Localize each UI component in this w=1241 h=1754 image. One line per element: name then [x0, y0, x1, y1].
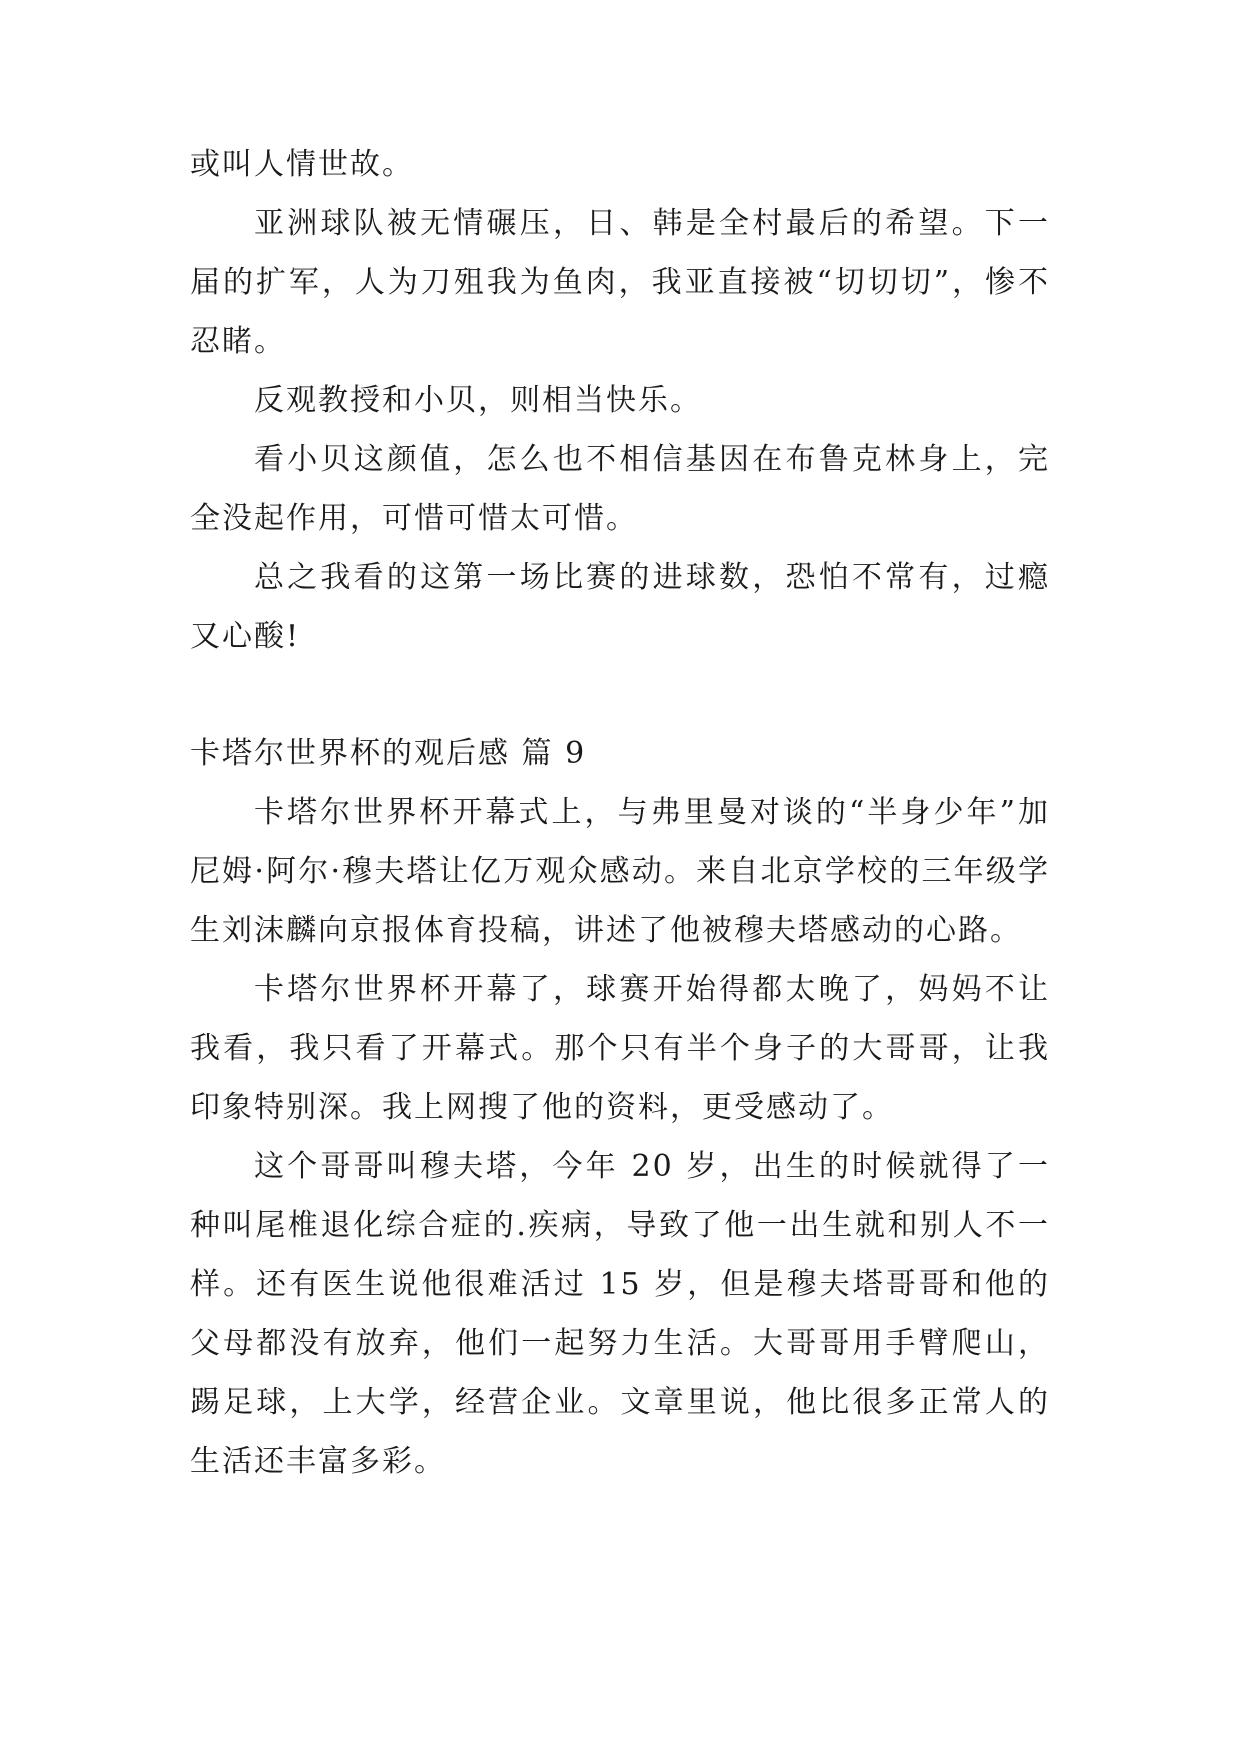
paragraph: 这个哥哥叫穆夫塔，今年 20 岁，出生的时候就得了一种叫尾椎退化综合症的.疾病，导致了他一出生就和别人不一样。还有医生说他很难活过 15 岁，但是穆夫塔哥哥和他的父母都没有放弃，他们一起努力生活。大哥哥用手臂爬山，踢足球，上大学，经营企业。文章里说，他比很多正常人的生活还丰富多彩。 — [190, 1149, 1050, 1479]
paragraph: 反观教授和小贝，则相当快乐。 — [254, 383, 702, 418]
paragraph: 卡塔尔世界杯开幕式上，与弗里曼对谈的“半身少年”加尼姆·阿尔·穆夫塔让亿万观众感动。来自北京学校的三年级学生刘沫麟向京报体育投稿，讲述了他被穆夫塔感动的心路。 — [190, 795, 1050, 948]
paragraph: 亚洲球队被无情碾压，日、韩是全村最后的希望。下一届的扩军，人为刀殂我为鱼肉，我亚直接被“切切切”，惨不忍睹。 — [190, 206, 1050, 359]
paragraph: 卡塔尔世界杯开幕了，球赛开始得都太晚了，妈妈不让我看，我只看了开幕式。那个只有半个身子的大哥哥，让我印象特别深。我上网搜了他的资料，更受感动了。 — [190, 972, 1050, 1125]
paragraph: 总之我看的这第一场比赛的进球数，恐怕不常有，过瘾又心酸! — [190, 560, 1050, 654]
section-heading: 卡塔尔世界杯的观后感 篇 9 — [190, 736, 587, 771]
paragraph: 或叫人情世故。 — [190, 147, 414, 182]
document-body — [190, 135, 1050, 1491]
paragraph: 看小贝这颜值，怎么也不相信基因在布鲁克林身上，完全没起作用，可惜可惜太可惜。 — [190, 442, 1050, 536]
